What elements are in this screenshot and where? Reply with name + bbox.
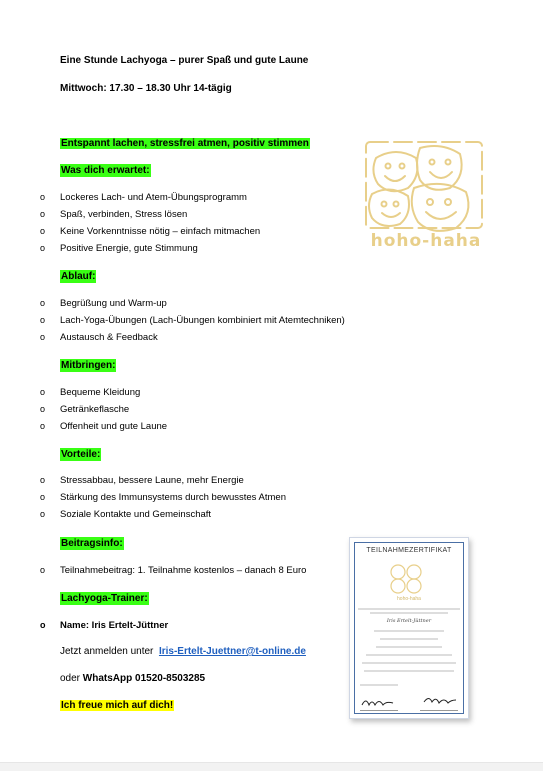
whatsapp-number: WhatsApp 01520-8503285 <box>82 673 206 684</box>
signup-line: Jetzt anmelden unter Iris-Ertelt-Juettner@t-online.de <box>60 646 306 657</box>
whatsapp-line: oder WhatsApp 01520-8503285 <box>60 673 206 684</box>
list-item: o Stärkung des Immunsystems durch bewusstes Atmen <box>40 492 286 503</box>
list-item: o Teilnahmebeitrag: 1. Teilnahme kostenlos – danach 8 Euro <box>40 565 307 576</box>
fee-list <box>0 562 306 579</box>
list-item: o Offenheit und gute Laune <box>40 421 168 432</box>
list-item: o Bequeme Kleidung <box>40 387 141 398</box>
list-item: o Lach-Yoga-Übungen (Lach-Übungen kombiniert mit Atemtechniken) <box>40 315 345 326</box>
list-item: o Begrüßung und Warm-up <box>40 298 167 309</box>
list-item: o Lockeres Lach- und Atem-Übungsprogramm <box>40 192 247 203</box>
agenda-list <box>0 295 345 346</box>
list-item: o Spaß, verbinden, Stress lösen <box>40 209 188 220</box>
signature-right-icon <box>422 694 458 706</box>
logo-text: hoho-haha <box>370 231 482 251</box>
trainer-list <box>0 617 168 634</box>
section-title-agenda: Ablauf: <box>61 271 96 282</box>
certificate-logo-icon <box>386 560 426 596</box>
bring-list <box>0 384 167 435</box>
certificate-title: TEILNAHMEZERTIFIKAT <box>366 547 452 554</box>
benefits-list <box>0 472 286 523</box>
list-item: o Austausch & Feedback <box>40 332 158 343</box>
section-title-trainer: Lachyoga-Trainer: <box>61 593 148 604</box>
hoho-haha-logo <box>358 138 490 260</box>
section-title-fee: Beitragsinfo: <box>61 538 123 549</box>
section-title-expect: Was dich erwartet: <box>61 165 150 176</box>
list-item: o Soziale Kontakte und Gemeinschaft <box>40 509 212 520</box>
signature-left-icon <box>360 696 396 708</box>
list-item: o Stressabbau, bessere Laune, mehr Energie <box>40 475 244 486</box>
list-item: o Getränkeflasche <box>40 404 130 415</box>
certificate-name: Iris Ertelt-Jüttner <box>386 618 432 624</box>
document-title: Eine Stunde Lachyoga – purer Spaß und gute Laune <box>60 55 309 66</box>
list-item: o Positive Energie, gute Stimmung <box>40 243 198 254</box>
expect-list <box>0 189 260 257</box>
list-item: o Keine Vorkenntnisse nötig – einfach mitmachen <box>40 226 261 237</box>
email-link[interactable]: Iris-Ertelt-Juettner@t-online.de <box>158 646 306 657</box>
section-title-benefits: Vorteile: <box>61 449 101 460</box>
certificate-image <box>349 537 469 719</box>
tagline: Entspannt lachen, stressfrei atmen, positiv stimmen <box>61 138 309 149</box>
trainer-name: o Name: Iris Ertelt-Jüttner <box>40 620 169 631</box>
certificate-brand: hoho-haha <box>397 596 421 602</box>
closing-text: Ich freue mich auf dich! <box>61 700 174 711</box>
schedule-text: Mittwoch: 17.30 – 18.30 Uhr 14-tägig <box>60 83 232 94</box>
section-title-bring: Mitbringen: <box>61 360 116 371</box>
